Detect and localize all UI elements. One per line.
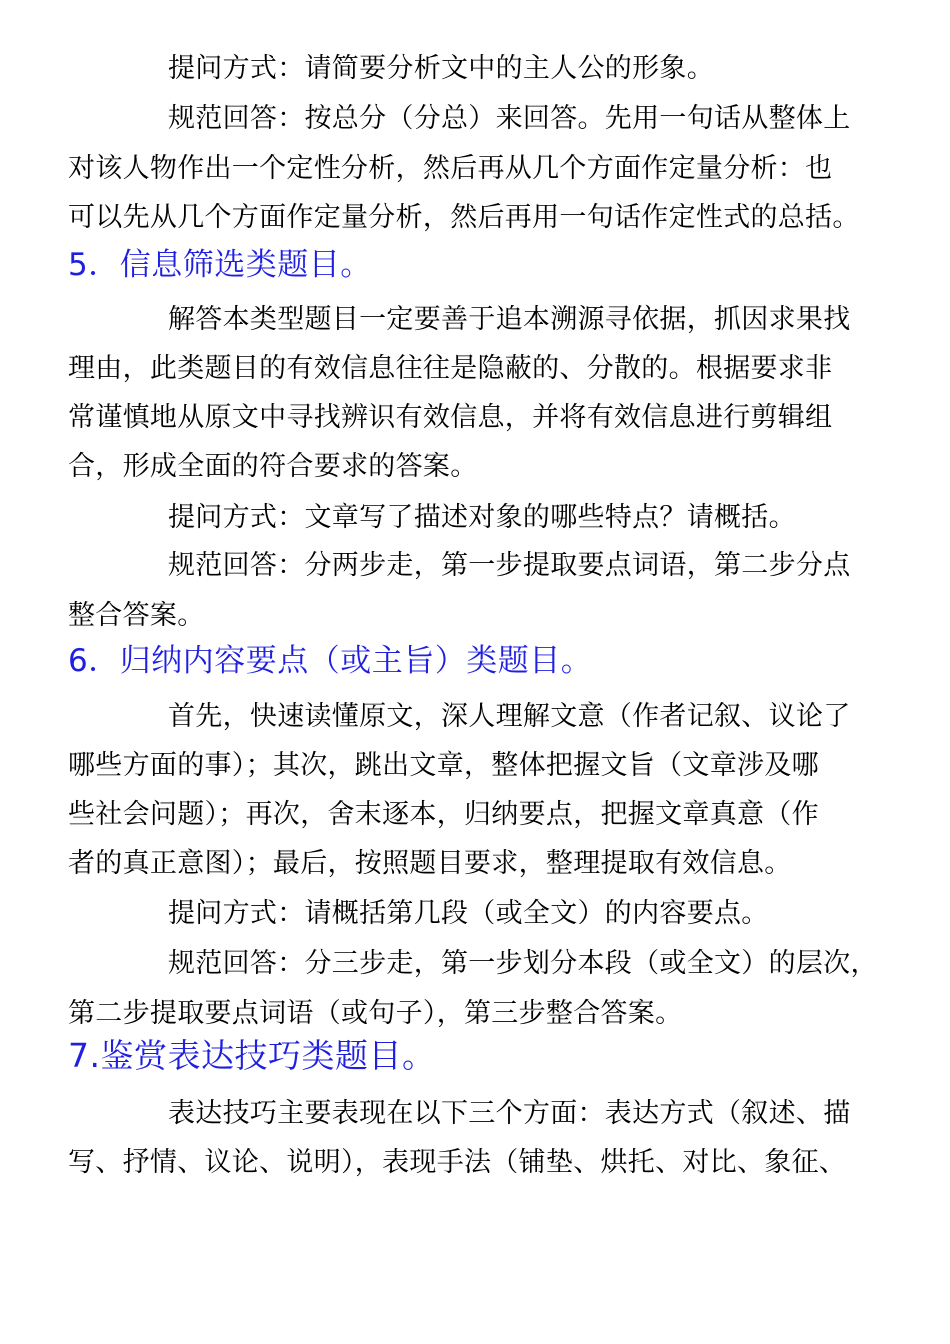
paragraph-line: 哪些方面的事）；其次，跳出文章，整体把握文旨（文章涉及哪 (68, 750, 819, 781)
paragraph-line: 首先，快速读懂原文，深人理解文意（作者记叙、议论了 (168, 701, 851, 732)
question-prompt: 提问方式：请概括第几段（或全文）的内容要点。 (168, 898, 769, 929)
paragraph-line: 解答本类型题目一定要善于追本溯源寻依据，抓因求果找 (168, 304, 851, 335)
standard-answer-line: 规范回答：按总分（分总）来回答。先用一句话从整体上 (168, 103, 851, 134)
section-heading-5: 5．信息筛选类题目。 (68, 247, 372, 283)
standard-answer-line: 可以先从几个方面作定量分析，然后再用一句话作定性式的总括。 (68, 202, 860, 233)
paragraph-line: 表达技巧主要表现在以下三个方面：表达方式（叙述、描 (168, 1098, 851, 1129)
standard-answer-line: 规范回答：分两步走，第一步提取要点词语，第二步分点 (168, 550, 851, 581)
standard-answer-line: 对该人物作出一个定性分析，然后再从几个方面作定量分析：也 (68, 153, 833, 184)
paragraph-line: 者的真正意图）；最后，按照题目要求，整理提取有效信息。 (68, 848, 792, 879)
standard-answer-line: 第二步提取要点词语（或句子），第三步整合答案。 (68, 998, 683, 1029)
standard-answer-line: 整合答案。 (68, 600, 205, 631)
section-heading-6: 6．归纳内容要点（或主旨）类题目。 (68, 643, 593, 679)
paragraph-line: 写、抒情、议论、说明），表现手法（铺垫、烘托、对比、象征、 (68, 1147, 847, 1178)
paragraph-line: 常谨慎地从原文中寻找辨识有效信息，并将有效信息进行剪辑组 (68, 402, 833, 433)
question-prompt: 提问方式：文章写了描述对象的哪些特点？请概括。 (168, 502, 796, 533)
standard-answer-line: 规范回答：分三步走，第一步划分本段（或全文）的层次， (168, 948, 878, 979)
paragraph-line: 合，形成全面的符合要求的答案。 (68, 451, 478, 482)
question-prompt: 提问方式：请简要分析文中的主人公的形象。 (168, 53, 714, 84)
paragraph-line: 理由，此类题目的有效信息往往是隐蔽的、分散的。根据要求非 (68, 353, 833, 384)
section-heading-7: 7.鉴赏表达技巧类题目。 (68, 1036, 436, 1075)
paragraph-line: 些社会问题）；再次，舍末逐本，归纳要点，把握文章真意（作 (68, 799, 819, 830)
